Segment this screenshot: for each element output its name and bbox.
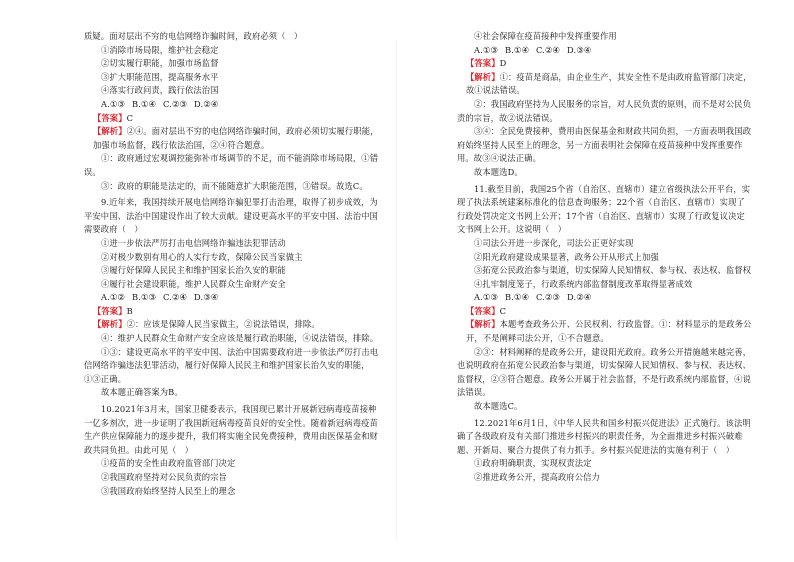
q10-choice-c: C.②④ — [536, 44, 560, 55]
q10-answer: D — [499, 58, 507, 69]
q9-choice-a: A.①② — [101, 292, 125, 303]
q8-stem-tail: 质疑。面对层出不穷的电信网络诈骗时间，政府必须（ ） — [84, 31, 303, 41]
q10-choice-b: B.①④ — [505, 44, 530, 55]
q9-stem: 9.近年来，我国持续开展电信网络诈骗犯罪打击治理，取得了初步成效，为平安中国、法治中国建设作出了较大贡献。建设更高水平的平安中国、法治中国需要政府（ ） — [84, 197, 378, 235]
q8-answer: C — [126, 112, 134, 123]
q9-answer: B — [126, 305, 133, 316]
q8-explanation-text: ②④。面对层出不穷的电信网络诈骗时间，政府必须切实履行职能，加强市场监督，践行依法治国，②④符合题意。 — [93, 126, 379, 150]
q8-option-2: ②切实履行职能，加强市场监督 — [101, 58, 219, 69]
q10-explanation-4: 故本题选D。 — [474, 166, 523, 177]
q9-explanation-1: ②：应该是保障人民当家做主，②说法错误，排除。 — [126, 319, 320, 330]
q8-choice-a: A.①③ — [101, 98, 125, 109]
explain-tag: 【解析】 — [466, 319, 500, 330]
q11-choice-c: C.②③ — [536, 292, 560, 303]
q9-explanation-2: ④：维护人民群众生命财产安全应该是履行政治职能，④说法错误，排除。 — [101, 333, 379, 344]
q8-option-3: ③扩大职能范围，提高服务水平 — [101, 71, 219, 82]
explain-tag: 【解析】 — [93, 126, 127, 137]
q10-option-4: ④社会保障在疫苗接种中发挥重要作用 — [474, 31, 617, 41]
q9-choice-b: B.①③ — [132, 292, 157, 303]
q9-explanation-3: ①③：建设更高水平的平安中国、法治中国需要政府进一步依法严厉打击电信网络诈骗违法犯罪活动，履行好保障人民民主和维护国家长治久安的职能，①③正确。 — [84, 346, 379, 384]
q8-explanation-2: ③：政府的职能是法定的，而不能随意扩大职能范围，③错误。故选C。 — [101, 180, 368, 191]
q8-answer-row — [84, 112, 379, 126]
answer-tag: 【答案】 — [466, 305, 500, 316]
column-divider — [396, 40, 397, 540]
q9-option-4: ④履行社会建设职能，维护人民群众生命财产安全 — [101, 278, 286, 289]
q11-choice-b: B.①④ — [505, 292, 530, 303]
q11-option-1: ①司法公开进一步深化，司法公正更好实现 — [474, 237, 634, 248]
explain-tag: 【解析】 — [466, 71, 500, 82]
q8-option-1: ①消除市场局限，维护社会稳定 — [101, 44, 219, 55]
q10-explanation-1: ①：疫苗是商品，由企业生产，其安全性不是由政府监管部门决定，故①说法错误。 — [466, 71, 752, 96]
q9-answer-row — [84, 305, 379, 319]
q9-option-2: ②对极少数别有用心的人实行专政，保障公民当家做主 — [101, 251, 303, 262]
q11-explanation-3: 故本题选C。 — [474, 401, 523, 412]
q11-option-2: ②阳光政府建设成果显著，政务公开从形式上加强 — [474, 251, 659, 262]
q10-choice-a: A.①③ — [474, 44, 498, 55]
q11-answer-row — [457, 305, 752, 319]
q11-choices — [457, 291, 752, 305]
q11-option-4: ④扎牢制度笼子，行政系统内部监督制度改革取得显著成效 — [474, 278, 693, 289]
q9-option-3: ③履行好保障人民民主和维护国家长治久安的职能 — [101, 265, 286, 276]
q8-choice-c: C.②③ — [163, 98, 187, 109]
q8-explanation-1: ①：政府通过宏观调控能弥补市场调节的不足，而不能消除市场局限，①错误。 — [84, 153, 379, 177]
q8-option-4: ④落实行政问责，践行依法治国 — [101, 85, 219, 96]
q9-choices — [84, 291, 379, 305]
left-column — [84, 30, 379, 498]
q10-explanation-2: ②：我国政府坚持为人民服务的宗旨，对人民负责的原则，而不是对公民负责的宗旨，故②说法错误。 — [457, 98, 752, 123]
q9-explanation-4: 故本题正确答案为B。 — [101, 387, 183, 398]
q11-option-3: ③拓宽公民政治参与渠道，切实保障人民知情权、参与权、表达权、监督权 — [474, 265, 752, 276]
q10-choice-d: D.③④ — [567, 44, 592, 55]
right-column — [457, 30, 752, 485]
q8-choice-b: B.①④ — [132, 98, 157, 109]
answer-tag: 【答案】 — [93, 112, 127, 123]
q9-option-1: ①进一步依法严厉打击电信网络诈骗违法犯罪活动 — [101, 237, 286, 248]
q11-explanation — [457, 318, 752, 345]
q8-explanation — [84, 125, 379, 152]
q8-choices — [84, 98, 379, 112]
q10-explanation-3: ③④：全民免费接种，费用由医保基金和财政共同负担，一方面表明我国政府始终坚持人民至上的理念，另一方面表明社会保障在疫苗接种中发挥重要作用。故③④说法正确。 — [457, 126, 752, 164]
q10-option-2: ②我国政府坚持对公民负责的宗旨 — [101, 472, 227, 482]
q9-explanation — [84, 318, 379, 332]
q10-answer-row — [457, 57, 752, 71]
answer-tag: 【答案】 — [466, 58, 500, 69]
q11-explanation-2: ②③：材料阐释的是政务公开，建设阳光政府。政务公开措施越来越完善，也说明政府在拓宽公民政治参与渠道，切实保障人民知情权、参与权、表达权、监督权，②③符合题意。政务公开属于社会监督，不是行政系统内部监督，④说法错误。 — [457, 346, 752, 398]
q12-option-2: ②推进政务公开，提高政府公信力 — [474, 472, 600, 482]
q9-choice-c: C.②④ — [163, 292, 187, 303]
q11-choice-d: D.②④ — [567, 292, 592, 303]
q12-stem: 12.2021年6月1日，《中华人民共和国乡村振兴促进法》正式施行。该法明确了各级政府及有关部门推进乡村振兴的职责任务，为全面推进乡村振兴破难题、开新局、聚合力提供了有力抓手。乡村振兴促进法的实施有利于（ ） — [457, 417, 751, 455]
q8-choice-d: D.②④ — [194, 98, 219, 109]
q10-choices — [457, 44, 752, 58]
q11-answer: C — [499, 305, 507, 316]
q10-option-1: ①疫苗的安全性由政府监管部门决定 — [101, 458, 236, 469]
q10-option-3: ③我国政府始终坚持人民至上的理念 — [101, 485, 236, 496]
q10-explanation — [457, 71, 752, 98]
answer-tag: 【答案】 — [93, 305, 127, 316]
q11-choice-a: A.①③ — [474, 292, 498, 303]
q11-explanation-1: 本题考查政务公开、公民权利、行政监督。①：材料显示的是政务公开，不是阐释司法公开，①不合题意。 — [466, 319, 752, 344]
explain-tag: 【解析】 — [93, 319, 127, 330]
q10-stem: 10.2021年3月末，国家卫健委表示，我国现已累计开展新冠病毒疫苗接种一亿多剂次，进一步证明了我国新冠病毒疫苗良好的安全性。随着新冠病毒疫苗生产供应保障能力的逐步提升，我们将实施全民免费接种，费用由医保基金和财政共同负担。由此可见（ ） — [84, 404, 378, 455]
q9-choice-d: D.③④ — [194, 292, 219, 303]
q12-option-1: ①政府明确职责，实现权责法定 — [474, 458, 592, 469]
q11-stem: 11.截至目前，我国25个省（自治区、直辖市）建立省级执法公开平台，实现了执法系统建案标准化的信息查询服务；22个省（自治区、直辖市）实现了行政处罚决定文书网上公开；17个省（自治区、直辖市）实现了行政复议决定文书网上公开。这说明（ ） — [457, 183, 751, 235]
